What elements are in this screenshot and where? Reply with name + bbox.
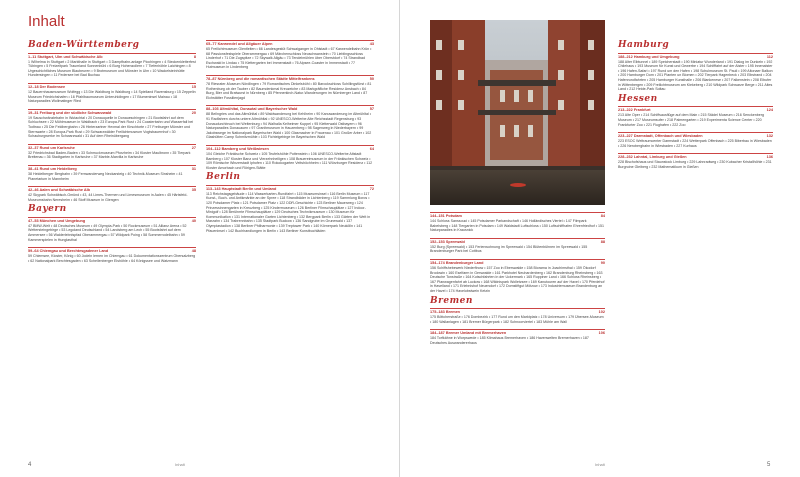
toc-entry-heading: Frankfurt <box>633 108 651 113</box>
toc-entry-page: 48 <box>191 249 196 254</box>
region-heading: Bayern <box>28 204 67 215</box>
toc-entry-page: 20 <box>191 110 196 115</box>
toc-entry-heading: Lahntal, Limburg und Gießen <box>633 155 687 160</box>
toc-entry-range: 223–227 <box>618 134 633 139</box>
toc-entry-body: 88 Beilngries und das Altmühltal • 89 Waldwanderung bei Kehlheim • 90 Kanuwanderung im Altmühltal • 91 Radfahren durchs untere Altmühltal • 92 UNESCO-Welterbe Alte Reichsstadt Regensburg • 93 Donaudurchbruch bei Weltenburg • 94 Walhalla Kelheimer Kuppel • 95 Kletterwald Ostbayern • 96 Naturparadies Donauauen • 97 Granitmuseum in Hauzenberg • 98 Sagenweg in Niederbayern • 99 Jakobswege im Nationalpark Bayerischer Wald • 100 Glasmacher in Frauenau • 101 Großer Arber • 102 Glashütten Camp Schmitzmühle • 103 Fichtelgebirge im Bayerischen Wald <box>206 112 372 140</box>
toc-entry-heading: Rund um Heidelberg <box>39 166 77 171</box>
toc-entry-range: 188–212 <box>618 54 633 59</box>
toc-entry <box>430 259 605 294</box>
toc-entry <box>206 185 374 233</box>
toc-entry-page: 88 <box>600 239 605 244</box>
toc-entry-range: 152–153 <box>430 239 445 244</box>
toc-entry-heading: Hamburg und Umgebung <box>633 54 680 59</box>
toc-entry-body: 59 Chiemsee, Kloster, König • 60 Jodeln lernen im Chiemgau • 61 Dokumentationszentrum Obersalzberg • 62 Nationalpark Berchtesgaden • 63 Schellenberger Eishöhle • 64 Königssee und Watzmann <box>28 254 196 263</box>
toc-entry-heading: Darmstadt, Offenbach und Wiesbaden <box>633 134 703 139</box>
toc-entry-heading: Bremen <box>445 310 460 315</box>
toc-entry-page: 124 <box>766 108 773 113</box>
toc-column-left-2 <box>206 40 374 238</box>
region-heading: Baden-Württemberg <box>28 40 140 50</box>
toc-entry-body: 184 Torfkähne in Worpswede • 185 Klimahaus Bremerhaven • 186 Havenwelten Bremerhaven • 187 Deutsches Auswandererhaus <box>430 336 589 345</box>
toc-entry <box>28 165 196 181</box>
toc-column-right-2 <box>618 40 773 175</box>
toc-entry-page: 40 <box>191 218 196 223</box>
toc-entry <box>618 106 773 127</box>
toc-entry-body: 78 Riesrater-Museum Nördlingen • 79 Romantisches Dinkelsbühl • 80 Barockschloss Schillingsfürst • 81 Rothenburg ob der Tauber • 82 Baumdenkmal Kreuzeiche • 83 Markgräfliche Residenz Ansbach • 84 Burg, Bier und Bratwurst in Nürnberg • 85 Pfennerkirch-Natur-Wanderungen im Nürnberger Land • 87 Eichstätter Fossilienjagd <box>206 81 372 100</box>
toc-entry <box>28 53 196 78</box>
toc-entry-body: 228 Bischofshaus und Staunstock Limburg • 229 Lahnradweg • 230 Kubacher Kristallhöhle • 231 Burgruine Gleiberg • 232 Mathematikum in Gießen <box>618 160 772 169</box>
toc-entry-body: 65 Freilichtmuseum Glentleiten • 66 Landesgestüt Schwaiganger in Ohlstadt • 67 Karwendelbahn Krün • 68 Passionsfestspiele Oberammergau • 69 Märchenschloss Neuschwanstein • 70 Lieblingsschloss Linderhof • 71 Die Zugspitze • 72 Skywalk Allgäu • 73 Tendelmühlen über Oberstdorf • 74 Strandbad Eschwald in Lindau • 75 Klettergarten bei Immenstadt • 76 Alpsee-Coaster in Immenstadt • 77 Hutmuseum in Lindenberg <box>206 47 372 70</box>
toc-entry <box>618 132 773 148</box>
toc-entry-heading: München und Umgebung <box>39 218 86 223</box>
toc-entry-range: 42–46 <box>28 188 39 193</box>
toc-entry-body: 144 Schloss Sanssouci • 145 Potsdamer Parkandschaft • 146 Holländisches Viertel • 147 Filmpark Babelsberg • 148 Tiergarten in Potsdam • 149 Waldstadt Luftschloss • 150 Luftschiffhafen Ehrenfriedhof • 151 Naturparadies in Krausnick <box>430 219 605 233</box>
toc-entry <box>430 238 605 254</box>
toc-entry-range: 228–232 <box>618 155 633 160</box>
toc-entry-body: 156 Schiffshebewerk Niederfinow • 157 Zoo in Eberswalde • 158 Biorama in Joachimsthal • 159 Ökodorf Brodowin • 160 Eselfarm in Gerswalde • 161 Parkhotel Neuhardenberg • 162 Brandenburg Rheinsberg • 163 Deutsche Tonstraße • 164 Kutschfahrten in der Uckermark • 165 Ruppiner Land • 166 Schloss Rheinsberg • 167 Planwagenfahrt ab Luckow • 168 Wildnispark Wolletzsee • 169 Kanutouren auf der Havel • 170 Pferdehof in Havelland • 171 Erlebnishof Neuendorf • 172 Domstiftgut Mötzow • 173 Industriemuseum Brandenburg an der Havel • 174 Havelobstwein Ketzin <box>430 265 605 293</box>
toc-entry-range: 19–31 <box>28 110 39 115</box>
toc-entry-heading: Brandenburger Land <box>445 260 484 265</box>
toc-entry-heading: Potsdam <box>445 214 462 218</box>
toc-entry <box>618 53 773 92</box>
toc-entry-page: 43 <box>369 42 374 46</box>
toc-entry-range: 59–64 <box>28 249 39 254</box>
region-heading: Hamburg <box>618 40 670 50</box>
toc-entry <box>430 308 605 324</box>
toc-entry <box>206 145 374 170</box>
toc-entry <box>28 186 196 202</box>
region-heading: Hessen <box>618 93 658 104</box>
toc-entry-title <box>28 55 103 60</box>
toc-entry-heading: Nürnberg und die romantischen Städte Mittelfrankens <box>217 76 315 81</box>
toc-entry-range: 113–143 <box>206 186 221 191</box>
toc-entry-body: 32 Friedrichsbad Baden-Baden • 33 Schmuckmuseum Pforzheim • 34 Kloster Maulbronn • 35 Tierpark Breitenau • 36 Stadtgarten in Karlsruhe • 37 Marble-Marvilla in Karlsruhe <box>28 150 191 160</box>
toc-entry-body: 104 Gleiche Fränkische Schweiz • 105 Teufelshöhle Pottenstein • 106 UNESCO-Welterbe Altstadt Bamberg • 107 Kloster Banz und Vierzehnheiligen • 108 Brauereimuseum in der Fränkischen Schweiz • 109 Römische Winzerstadt Iphofen • 110 Rokokogarten Veitshöchheim • 111 Würzburger Residenz • 112 Kloster Amorbach und Rörigen-Stätte <box>206 151 373 170</box>
toc-entry-heading: Aalen und Schwäbische Alb <box>39 188 90 193</box>
right-page <box>400 0 800 477</box>
toc-entry <box>430 212 605 233</box>
toc-entry-page: 84 <box>600 214 605 218</box>
toc-entry-heading: Rund um Karlsruhe <box>39 145 75 150</box>
toc-entry-page: 112 <box>766 54 773 59</box>
toc-entry-body: 38 Heidelberger Bergbahn • 39 Fernwanderweg Neckarsteig • 40 Technik-Museum Sinsheim • 41 Planetarium in Mannheim <box>28 171 183 181</box>
toc-entry-page: 136 <box>766 155 773 160</box>
toc-entry-heading: Spreewald <box>445 239 465 244</box>
toc-column-left-1 <box>28 40 196 268</box>
toc-entry-range: 32–37 <box>28 145 39 150</box>
toc-entry-heading: Bremer Umland mit Bremerhaven <box>445 331 507 336</box>
running-head-right: Inhalt <box>595 462 605 467</box>
toc-entry-heading: Der Bodensee <box>39 84 66 89</box>
toc-entry <box>28 144 196 160</box>
toc-entry-heading: Stuttgart, Ulm und Schwäbische Alb <box>37 54 103 59</box>
toc-entry <box>28 217 196 242</box>
toc-entry-range: 88–103 <box>206 107 219 112</box>
toc-entry <box>430 329 605 345</box>
toc-entry-body: 113 Reichstagsgebäude • 114 Wasserkarten-Rundfahrt • 115 Museumsinsel • 116 Berlin Museum • 117 Kunst-, Buch- und Antikmärkte an der Spree • 118 Strandbäder in Lichtenberg • 119 Sammlung Boros • 120 Potsdamer Platz • 121 Potsdamer Platz • 122 DDR-Geschichte • 123 Berliner Mauerweg • 124 Prinzessinnengarten in Kreuzberg • 125 Kindermuseum • 126 Berliner Filmschauplätze • 127 Indoor-Minigolf • 128 Berühmte Filmschauplätze • 129 Deutsches Technikmuseum • 130 Museum für Kommunikation • 131 Internationaler Garten Lichtenberg • 132 Bergpark Berlin • 133 Gärten der Welt in Marzahn • 134 Trabrennbahn • 135 Stadtpark Buckow • 136 Sandgrube im Grunewald • 137 Olympiastadion • 138 Berliner Philharmonie • 139 Treptower Park • 140 Körnerpark Neukölln • 141 Pfaueninsel • 142 Buchhandlungen in Berlin • 143 Berliner Kunstbuchläden <box>206 191 371 233</box>
hamburg-speicherstadt-photo <box>430 20 605 205</box>
toc-entry-page: 106 <box>598 331 605 336</box>
toc-entry-body: 47 BMW-Welt • 48 Deutsches Museum • 49 Olympia-Park • 50 Rockmuseum • 51 Allianz Arena • 52 Wettersteingebirge • 53 Legoland Deutschland • 54 Landsberg am Lech • 55 Bootsfahrt auf dem Ammersee • 56 Walderlebnispfad Oberammergau • 57 Wildpark Poing • 58 Sommerrodelbahn • 59 Kammerspielen in Hunglasthal <box>28 223 187 242</box>
toc-entry-body: 188 Alter Elbtunnel • 189 Speicherstadt • 190 Miniatur Wunderland • 191 Dialog im Dunkeln • 192 Chilehaus • 193 Museum für Kunst und Gewerbe • 194 Schifffahrt auf der Alster • 195 Innenalster • 196 Hafen-Safari • 197 Rund um den Hafen • 198 Schulmuseum St. Pauli • 199 Altonaer Balkon • 200 Hamburger Dom • 201 Planten un Blomen • 202 Tierpark Hagenbeck • 203 Elbstrand • 204 Hafenrundfahrten • 205 Hamburger Kunsthalle • 206 Blankenese • 207 Falkenstein • 208 Elbufer in Wittenbergen • 209 Freilichtmuseum am Kiekeberg • 210 Wildpark Schwarze Berge • 211 Altes Land • 212 Heide-Park Soltau <box>618 59 773 92</box>
toc-entry-body: 42 Skypark Schwäbisch-Gmünd • 43, 44 Limes-Thermen und Limesmuseum in Aalen • 45 Härtsfeld-Museumsbahn Neresheim • 46 Stoff Museum in Giengen <box>28 193 188 202</box>
toc-entry-heading: Bamberg und Weißwiesen <box>221 146 269 151</box>
toc-entry-page: 27 <box>191 145 196 150</box>
toc-entry-range: 1–11 <box>28 54 37 59</box>
toc-entry-title <box>618 55 679 60</box>
toc-entry-page: 8 <box>193 54 196 59</box>
toc-entry-page: 15 <box>191 84 196 89</box>
toc-entry-heading: Freiburg und der südliche Schwarzwald <box>39 110 112 115</box>
region-heading: Berlin <box>206 172 241 183</box>
page-number-left: 4 <box>28 462 32 468</box>
toc-entry <box>618 153 773 169</box>
toc-entry-heading: Altmühltal, Donautal und Bayerischer Wald <box>219 107 298 112</box>
toc-entry-page: 57 <box>369 107 374 112</box>
toc-entry-page: 35 <box>191 188 196 193</box>
toc-entry <box>206 40 374 70</box>
toc-entry-body: 1 Wilhelma in Stuttgart • 2 Markthalle in Stuttgart • 3 Dampfbahn-anlage Plochingen • 4 Steckenkletterfest Tübingen • 5 Freizeitpark Traumland Sonnenbühl • 6 Burg Hohenzollern • 7 Tiefenhöhle Laichingen • 8 Urgeschichtliches Museum Blaubeuren • 9 Brotmuseum und Münster in Ulm • 10 Wackelsteinhütte Hundersingen • 11 Federsee bei Bad Buchau <box>28 59 196 78</box>
toc-entry <box>206 105 374 140</box>
toc-entry <box>28 83 196 104</box>
toc-entry-body: 175 Böttcherstraße • 176 Dombezirk • 177 Rund um den Marktplatz • 178 Universum • 179 Übersee-Museum • 180 Wallanlagen • 181 Bremer Bürgerpark • 182 Schnoorviertel • 183 Mühle am Wall <box>430 315 604 324</box>
toc-entry-range: 78–87 <box>206 76 217 81</box>
toc-entry-body: 223 ESOC Weltraumcenter Darmstadt • 224 Wetterpark Offenbach • 225 Biberbau in Wiesbaden • 226 Nerobergbahn in Wiesbaden • 227 Kurhaus <box>618 139 772 148</box>
running-head-left: Inhalt <box>175 462 185 467</box>
toc-entry-page: 64 <box>369 146 374 151</box>
page-number-right: 5 <box>767 462 771 468</box>
toc-column-right-1 <box>430 212 605 351</box>
toc-entry-range: 65–77 <box>206 42 217 46</box>
toc-entry-range: 184–187 <box>430 331 445 336</box>
toc-entry-range: 144–151 <box>430 214 445 218</box>
toc-entry-range: 104–112 <box>206 146 221 151</box>
toc-entry-range: 213–222 <box>618 108 633 113</box>
toc-entry-page: 102 <box>598 310 605 315</box>
toc-entry-body: 213 Alte Oper • 214 Schiffsausflüge auf dem Main • 215 Städel Museum • 216 Senckenberg Museum • 217 Museumsufer • 218 Palmengarten • 219 Experimenta Science Center • 220 Frankfurter Zoo • 221 Flughafen • 222 Zoo <box>618 113 764 127</box>
toc-entry-range: 38–41 <box>28 166 39 171</box>
toc-entry <box>28 109 196 139</box>
toc-entry-range: 47–53 <box>28 218 39 223</box>
toc-entry-body: 12 Bauernhausmuseum Wolfegg • 13 Die Waldburg in Waldburg • 14 Spielland Ravensburg • 15 Zeppelin Museum Friedrichshafen • 16 Pfahlbaumuseum Unteruhldingen • 17 Blumeninsel Mainau • 18 Naturparadies Wollmatinger Ried <box>28 89 196 104</box>
toc-entry-page: 132 <box>766 134 773 139</box>
toc-entry <box>206 75 374 100</box>
toc-entry-heading: Chiemgau und Berchtesgadener Land <box>39 249 109 254</box>
toc-entry-range: 175–183 <box>430 310 445 315</box>
toc-entry-body: 19 Sauschwänzlebahn in Wutachtal • 20 Donauquelle in Donaueschingen • 21 Bootsfahrt auf dem Schluchsee • 22 Mühlmuseum in Waldbach • 23 Europa-Park Rust • 24 Coasterbahn und Wasserfall bei Todtnau • 25 Die Feldbergbahn • 26 Hinterzartner Hexmal der Kirschtorte • 27 Freiburger Münster und Sternwarte • 28 Europa-Park Rust • 29 Schwarzwälder Freilichtmuseum Vogtsbauernhof • 30 Schauburgwerke im Schwarzwald • 31 Auf dem Rheinübergang <box>28 115 194 139</box>
toc-entry-heading: Karwendel und Allgäuer Alpen <box>217 42 273 46</box>
toc-entry-range: 12–18 <box>28 84 39 89</box>
toc-entry-page: 31 <box>191 166 196 171</box>
toc-entry-body: 152 Burg (Spreewald) • 153 Ferienwohnung im Spreewald • 154 Blütenbühnen im Spreewald • 155 Brandenburger Park bei Cottbus <box>430 244 588 254</box>
toc-entry-page: 90 <box>600 260 605 265</box>
toc-entry-range: 154–174 <box>430 260 445 265</box>
toc-entry <box>28 247 196 263</box>
toc-entry-title <box>28 146 75 151</box>
toc-entry-page: 72 <box>369 186 374 191</box>
toc-entry-page: 50 <box>369 76 374 81</box>
toc-entry-heading: Hauptstadt Berlin und Umland <box>221 186 277 191</box>
region-heading: Bremen <box>430 295 473 306</box>
page-title: Inhalt <box>28 13 65 30</box>
